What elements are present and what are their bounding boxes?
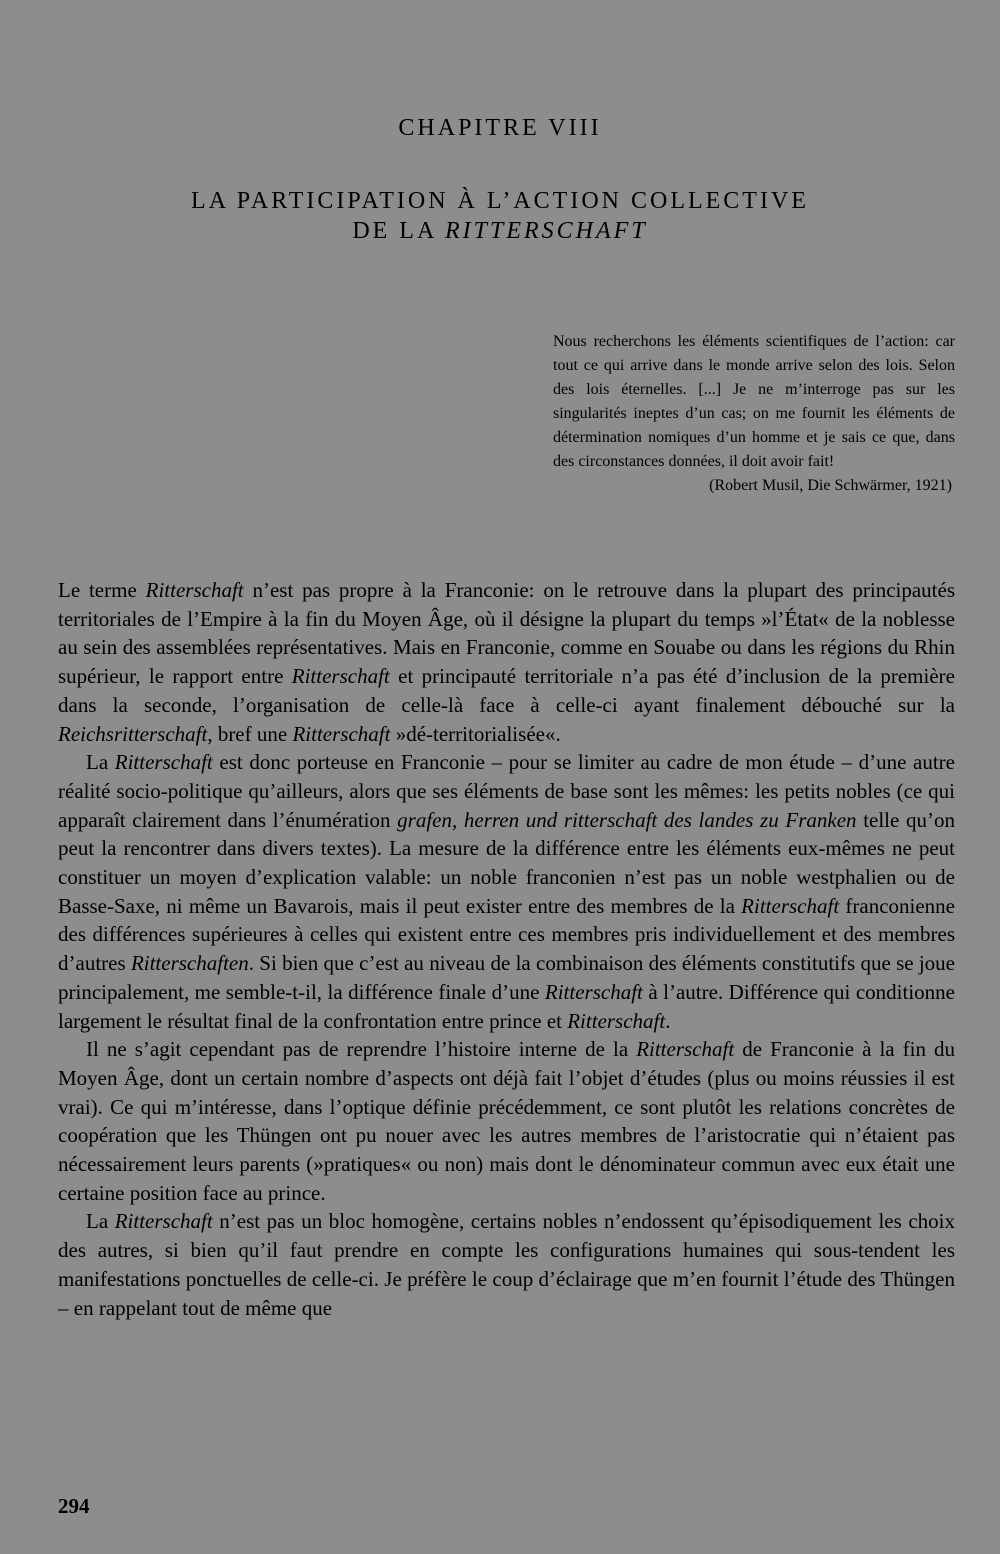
italic-term: grafen, herren und ritterschaft des landes zu Franken — [397, 807, 857, 832]
epigraph-citation: (Robert Musil, Die Schwärmer, 1921) — [709, 477, 952, 494]
paragraph — [58, 748, 955, 1035]
chapter-title — [0, 186, 1000, 246]
body-text — [58, 576, 955, 1322]
text-run: . — [665, 1008, 671, 1033]
page-number: 294 — [58, 1494, 90, 1518]
italic-term: Ritterschaft — [567, 1008, 666, 1033]
text-run: La — [86, 750, 115, 775]
paragraph — [58, 576, 955, 748]
chapter-title-line-1: LA PARTICIPATION À L’ACTION COLLECTIVE — [191, 188, 809, 214]
italic-term: Ritterschaft — [114, 1209, 213, 1234]
italic-term: Ritterschaft — [544, 979, 643, 1004]
italic-term: Ritterschaften — [130, 951, 249, 976]
epigraph — [553, 330, 955, 498]
text-run: Le terme — [58, 578, 146, 602]
text-run: est donc porteuse en Franconie – pour se limiter au cadre de mon étude – d’une autre réalité socio-politique qu’ailleurs, alors que ses éléments de base sont les mêmes: les petits nobles (ce qui apparaît clairement dans l’énumération — [58, 750, 955, 832]
text-run: , bref une — [207, 721, 293, 746]
italic-term: Ritterschaft — [114, 750, 213, 775]
italic-term: Reichsritterschaft — [58, 721, 208, 746]
text-run: et principauté territoriale n’a pas été d’inclusion de la première dans la seconde, l’organisation de celle-là face à celle-ci ayant finalement débouché sur la — [58, 664, 955, 717]
paragraph — [58, 1207, 955, 1322]
chapter-title-italic: RITTERSCHAFT — [444, 218, 648, 244]
text-run: franconienne des différences supérieures à celles qui existent entre ces membres pris individuellement et des membres d’autres — [58, 893, 956, 976]
text-run: Il ne s’agit cependant pas de reprendre l’histoire interne de la — [86, 1037, 637, 1062]
chapter-title-line-2 — [0, 216, 1000, 246]
text-run: à l’autre. Différence qui conditionne largement le résultat final de la confrontation entre prince et — [58, 979, 955, 1033]
italic-term: Ritterschaft — [636, 1037, 735, 1062]
italic-term: Ritterschaft — [145, 578, 244, 602]
text-run: n’est pas un bloc homogène, certains nobles n’endossent qu’épisodiquement les choix des autres, si bien qu’il faut prendre en compte les configurations humaines qui sous-tendent les manifestations ponctuelles de celle-ci. Je préfère le coup d’éclairage que m’en fournit l’étude des Thüngen – en rappelant tout de même que — [58, 1209, 955, 1320]
italic-term: Ritterschaft — [741, 893, 840, 918]
text-run: . Si bien que c’est au niveau de la combinaison des éléments constitutifs que se joue principalement, me semble-t-il, la différence finale d’une — [58, 951, 956, 1004]
chapter-heading: CHAPITRE VIII — [398, 115, 602, 141]
chapter-title-prefix: DE LA — [352, 218, 445, 244]
paragraph — [58, 1035, 955, 1207]
text-run: »dé-territorialisée«. — [390, 721, 561, 746]
epigraph-text: Nous recherchons les éléments scientifiques de l’action: car tout ce qui arrive dans le monde arrive selon des lois. Selon des lois éternelles. [...] Je ne m’interroge pas sur les singularités ineptes d’un cas; on me fournit les éléments de détermination nomiques d’un homme et je sais ce que, dans des circonstances données, il doit avoir fait! — [553, 333, 955, 470]
italic-term: Ritterschaft — [292, 721, 391, 746]
text-run: n’est pas propre à la Franconie: on le retrouve dans la plupart des principautés territoriales de l’Empire à la fin du Moyen Âge, où il désigne la plupart du temps »l’État« de la noblesse au sein des assemblées représentatives. Mais en Franconie, comme en Souabe ou dans les régions du Rhin supérieur, le rapport entre — [58, 578, 956, 689]
italic-term: Ritterschaft — [291, 664, 390, 689]
text-run: telle qu’on peut la rencontrer dans divers textes). La mesure de la différence entre les éléments eux-mêmes ne peut constituer un moyen d’explication valable: un noble franconien n’est pas un noble westphalien ou de Basse-Saxe, ni même un Bavarois, mais il peut exister entre des membres de la — [58, 807, 955, 918]
text-run: de Franconie à la fin du Moyen Âge, dont un certain nombre d’aspects ont déjà fait l’objet d’études (plus ou moins réussies il est vrai). Ce qui m’intéresse, dans l’optique définie précédemment, ce sont plutôt les relations concrètes de coopération que les Thüngen ont pu nouer avec les autres membres de l’aristocratie qui n’étaient pas nécessairement leurs parents (»pratiques« ou non) mais dont le dénominateur commun avec eux était une certaine position face au prince. — [58, 1037, 956, 1205]
text-run: La — [86, 1209, 115, 1234]
